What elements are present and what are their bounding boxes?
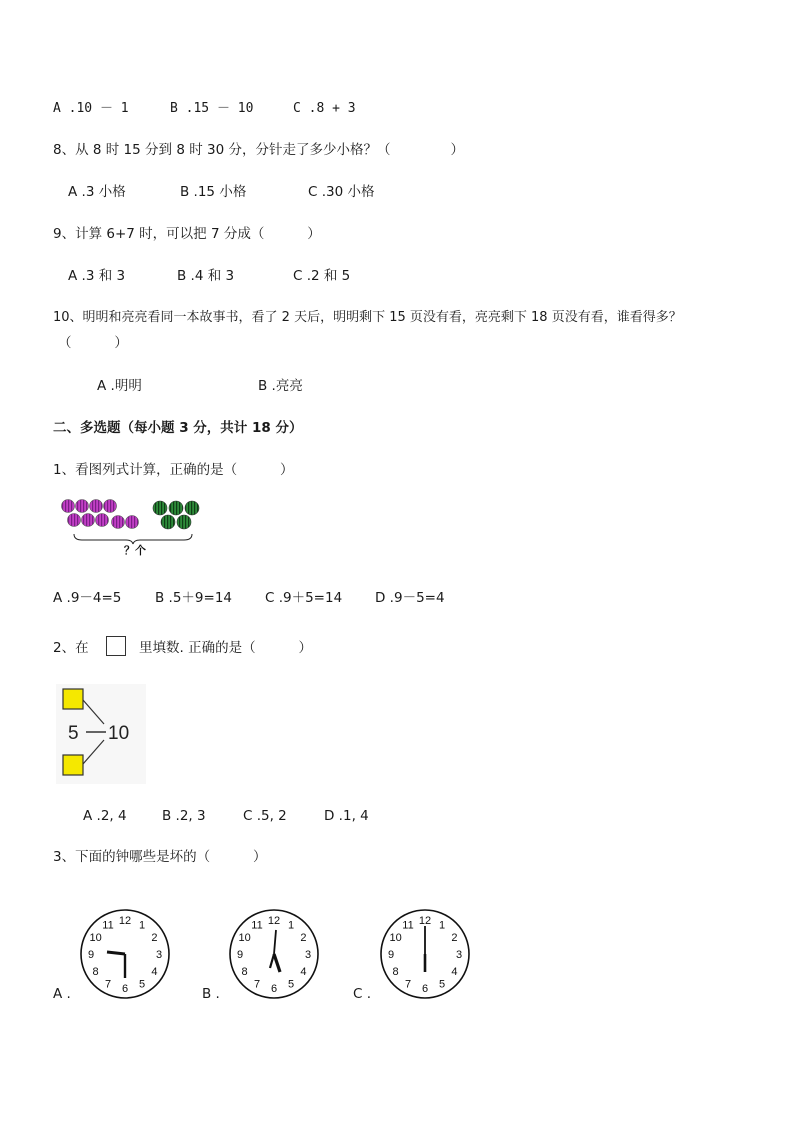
mq3-option-b[interactable]: B . xyxy=(202,986,220,1002)
purple-ball xyxy=(62,500,75,513)
clock-numeral: 6 xyxy=(270,983,278,995)
clock-numeral: 5 xyxy=(138,978,146,991)
mq2-option-a[interactable]: A .2, 4 xyxy=(83,808,127,824)
clock-numeral: 1 xyxy=(438,919,446,932)
clock-numeral: 8 xyxy=(241,966,248,978)
question-10-blank: （ ） xyxy=(58,335,128,351)
clock-numeral: 12 xyxy=(118,915,132,927)
bottom-yellow-box xyxy=(63,755,83,775)
mq1-option-c[interactable]: C .9＋5=14 xyxy=(265,590,343,606)
blank-square-icon xyxy=(106,636,126,656)
clock-numeral: 5 xyxy=(287,978,295,991)
purple-ball xyxy=(82,514,95,527)
clock-numeral: 9 xyxy=(236,949,244,961)
clock-numeral: 7 xyxy=(253,978,261,991)
purple-ball xyxy=(104,500,117,513)
q8-option-b[interactable]: B .15 小格 xyxy=(180,184,247,200)
clock-numeral: 4 xyxy=(151,966,158,978)
multi-question-3-text: 3、下面的钟哪些是坏的（ ） xyxy=(53,849,267,865)
clock-numeral: 7 xyxy=(404,978,412,991)
clock-numeral: 11 xyxy=(102,919,114,932)
green-ball xyxy=(169,501,183,515)
question-9-text: 9、计算 6+7 时，可以把 7 分成（ ） xyxy=(53,226,321,242)
bond-right-number: 10 xyxy=(108,723,130,744)
clock-numeral: 9 xyxy=(387,949,395,961)
purple-ball xyxy=(96,514,109,527)
number-bond-figure xyxy=(56,684,146,784)
mq1-option-a[interactable]: A .9－4=5 xyxy=(53,590,122,606)
q8-option-a[interactable]: A .3 小格 xyxy=(68,184,126,200)
multi-question-2-suffix: 里填数. 正确的是（ ） xyxy=(139,640,312,656)
clock-numeral: 8 xyxy=(92,966,99,978)
q9-option-a[interactable]: A .3 和 3 xyxy=(68,268,126,284)
clock-numeral: 2 xyxy=(300,932,307,944)
green-ball xyxy=(177,515,191,529)
clock-numeral: 11 xyxy=(251,919,263,932)
clock-numeral: 2 xyxy=(451,932,458,944)
green-ball xyxy=(161,515,175,529)
section-2-heading: 二、多选题（每小题 3 分，共计 18 分） xyxy=(53,420,303,436)
mq2-option-c[interactable]: C .5, 2 xyxy=(243,808,287,824)
clock-numeral: 4 xyxy=(451,966,458,978)
purple-ball xyxy=(76,500,89,513)
purple-ball xyxy=(90,500,103,513)
clock-numeral: 12 xyxy=(267,915,281,927)
clock-numeral: 10 xyxy=(389,932,402,944)
top-yellow-box xyxy=(63,689,83,709)
q9-option-c[interactable]: C .2 和 5 xyxy=(293,268,351,284)
question-8-text: 8、从 8 时 15 分到 8 时 30 分，分针走了多少小格？（ ） xyxy=(53,142,465,158)
clock-numeral: 6 xyxy=(121,983,129,995)
purple-balls xyxy=(62,500,139,529)
clock-numeral: 10 xyxy=(89,932,102,944)
balls-figure xyxy=(56,494,216,564)
purple-ball xyxy=(112,516,125,529)
q10-option-a[interactable]: A .明明 xyxy=(97,378,142,394)
bond-left-number: 5 xyxy=(68,723,79,744)
clock-numeral: 3 xyxy=(304,949,312,961)
mq1-option-d[interactable]: D .9－5=4 xyxy=(375,590,445,606)
q9-option-b[interactable]: B .4 和 3 xyxy=(177,268,235,284)
clock-numeral: 3 xyxy=(155,949,163,961)
clock-numeral: 10 xyxy=(238,932,251,944)
clock-numeral: 1 xyxy=(287,919,295,932)
clock-numeral: 12 xyxy=(418,915,432,927)
clock-c xyxy=(377,906,473,1002)
clock-numeral: 11 xyxy=(402,919,414,932)
brace xyxy=(74,534,192,544)
clock-numeral: 4 xyxy=(300,966,307,978)
green-ball xyxy=(185,501,199,515)
clock-numeral: 6 xyxy=(421,983,429,995)
clock-numeral: 8 xyxy=(392,966,399,978)
clock-numeral: 3 xyxy=(455,949,463,961)
clock-numeral: 5 xyxy=(438,978,446,991)
clock-b xyxy=(226,906,322,1002)
q7-option-c[interactable]: C .8 + 3 xyxy=(293,101,356,116)
question-10-text: 10、明明和亮亮看同一本故事书，看了 2 天后，明明剩下 15 页没有看，亮亮剩下 18 页没有看，谁看得多？ xyxy=(53,310,682,325)
purple-ball xyxy=(68,514,81,527)
purple-ball xyxy=(126,516,139,529)
multi-question-2-prefix: 2、在 xyxy=(53,640,89,656)
mq2-option-b[interactable]: B .2, 3 xyxy=(162,808,206,824)
clock-numeral: 7 xyxy=(104,978,112,991)
mq1-option-b[interactable]: B .5＋9=14 xyxy=(155,590,233,606)
q10-option-b[interactable]: B .亮亮 xyxy=(258,378,303,394)
mq3-option-c[interactable]: C . xyxy=(353,986,372,1002)
clock-numeral: 2 xyxy=(151,932,158,944)
q7-option-a[interactable]: A .10 － 1 xyxy=(53,101,129,116)
q8-option-c[interactable]: C .30 小格 xyxy=(308,184,375,200)
green-ball xyxy=(153,501,167,515)
mq2-option-d[interactable]: D .1, 4 xyxy=(324,808,369,824)
figure-label: ？个 xyxy=(124,545,146,557)
mq3-option-a[interactable]: A . xyxy=(53,986,71,1002)
green-balls xyxy=(153,501,199,529)
clock-a xyxy=(77,906,173,1002)
q7-option-b[interactable]: B .15 － 10 xyxy=(170,101,254,116)
multi-question-1-text: 1、看图列式计算，正确的是（ ） xyxy=(53,462,294,478)
clock-numeral: 9 xyxy=(87,949,95,961)
clock-numeral: 1 xyxy=(138,919,146,932)
